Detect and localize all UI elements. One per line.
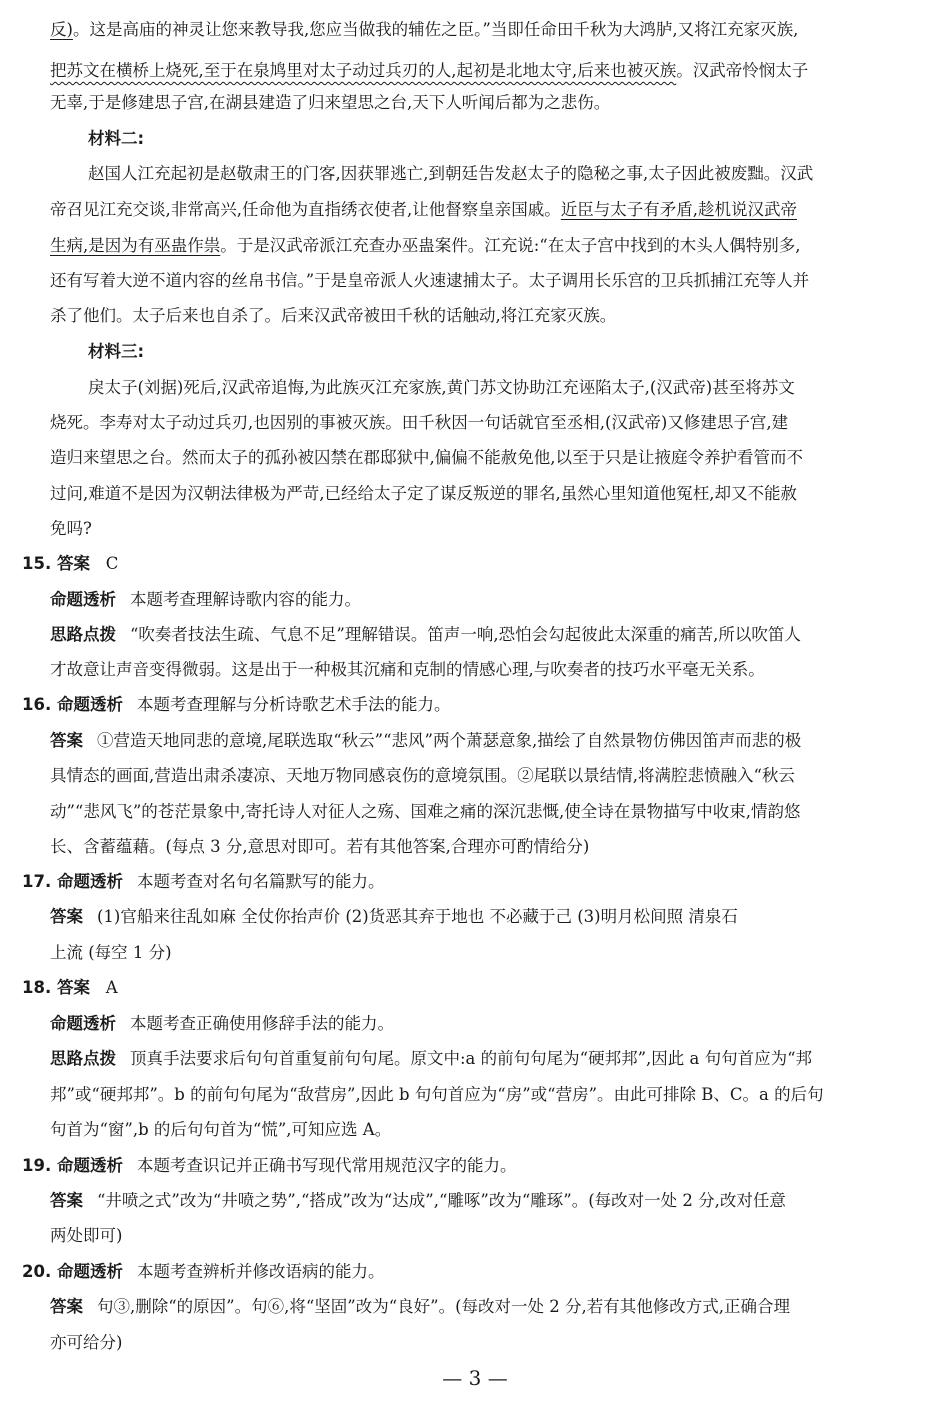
q18-tip-line2: 邦”或“硬邦邦”。b 的前句句尾为“敌营房”,因此 b 句句首应为“房”或“营房”。由此可排除 B、C。a 的后句 bbox=[50, 1085, 824, 1104]
material1-line3: 无辜,于是修建思子宫,在湖县建造了归来望思之台,天下人听闻后都为之悲伤。 bbox=[50, 93, 611, 112]
q16-answer-line4: 长、含蓄蕴藉。(每点 3 分,意思对即可。若有其他答案,合理亦可酌情给分) bbox=[50, 837, 590, 856]
q16-answer-line1: 答案 ①营造天地同悲的意境,尾联选取“秋云”“悲风”两个萧瑟意象,描绘了自然景物仿佛因笛声而悲的极 bbox=[50, 731, 802, 750]
material3-heading: 材料三: bbox=[88, 342, 145, 361]
q16-header: 16. 命题透析 本题考查理解与分析诗歌艺术手法的能力。 bbox=[22, 695, 451, 714]
q20-header: 20. 命题透析 本题考查辨析并修改语病的能力。 bbox=[22, 1262, 385, 1281]
q18-answer-row: 18. 答案 A bbox=[22, 978, 118, 997]
material2-line3: 生病,是因为有巫蛊作祟。于是汉武帝派江充查办巫蛊案件。江充说:“在太子宫中找到的木头人偶特别多, bbox=[50, 236, 801, 255]
q18-analysis: 命题透析 本题考查正确使用修辞手法的能力。 bbox=[50, 1014, 394, 1033]
q20-answer-line2: 亦可给分) bbox=[50, 1333, 123, 1352]
q15-answer-row: 15. 答案 C bbox=[22, 554, 119, 573]
q15-tip-line1: 思路点拨 “吹奏者技法生疏、气息不足”理解错误。笛声一响,恐怕会勾起彼此太深重的痛苦,所以吹笛人 bbox=[50, 625, 801, 644]
q17-answer-line2: 上流 (每空 1 分) bbox=[50, 943, 172, 962]
q19-answer-line2: 两处即可) bbox=[50, 1226, 123, 1245]
q15-tip-line2: 才故意让声音变得微弱。这是出于一种极其沉痛和克制的情感心理,与吹奏者的技巧水平毫无关系。 bbox=[50, 660, 765, 679]
q17-answer-line1: 答案 (1)官船来往乱如麻 全仗你抬声价 (2)货恶其弃于地也 不必藏于己 (3)明月松间照 清泉石 bbox=[50, 907, 738, 926]
material2-line2: 帝召见江充交谈,非常高兴,任命他为直指绣衣使者,让他督察皇亲国戚。近臣与太子有矛盾,趁机说汉武帝 bbox=[50, 200, 797, 219]
page-number: — 3 — bbox=[442, 1366, 508, 1390]
q18-tip-line1: 思路点拨 顶真手法要求后句句首重复前句句尾。原文中:a 的前句句尾为“硬邦邦”,因此 a 句句首应为“邦 bbox=[50, 1049, 813, 1068]
material3-line4: 过问,难道不是因为汉朝法律极为严苛,已经给太子定了谋反叛逆的罪名,虽然心里知道他冤枉,却又不能赦 bbox=[50, 484, 797, 503]
material2-heading: 材料二: bbox=[88, 129, 145, 148]
material2-line4: 还有写着大逆不道内容的丝帛书信。”于是皇帝派人火速逮捕太子。太子调用长乐宫的卫兵抓捕江充等人并 bbox=[50, 271, 810, 290]
q18-tip-line3: 句首为“窗”,b 的后句句首为“慌”,可知应选 A。 bbox=[50, 1120, 392, 1139]
q15-analysis: 命题透析 本题考查理解诗歌内容的能力。 bbox=[50, 590, 361, 609]
material3-line3: 造归来望思之台。然而太子的孤孙被囚禁在郡邸狱中,偏偏不能赦免他,以至于只是让掖庭令养护看管而不 bbox=[50, 448, 803, 467]
q19-answer-line1: 答案 “井喷之式”改为“井喷之势”,“搭成”改为“达成”,“雕啄”改为“雕琢”。(每改对一处 2 分,改对任意 bbox=[50, 1191, 786, 1210]
material2-line5: 杀了他们。太子后来也自杀了。后来汉武帝被田千秋的话触动,将江充家灭族。 bbox=[50, 306, 617, 325]
material3-line5: 免吗? bbox=[50, 519, 92, 538]
material3-line1: 戾太子(刘据)死后,汉武帝追悔,为此族灭江充家族,黄门苏文协助江充诬陷太子,(汉武帝)甚至将苏文 bbox=[88, 378, 795, 397]
material1-line2: 把苏文在横桥上烧死,至于在泉鸠里对太子动过兵刃的人,起初是北地太守,后来也被灭族。汉武帝怜悯太子 bbox=[50, 61, 809, 80]
material1-line1: 反)。这是高庙的神灵让您来教导我,您应当做我的辅佐之臣。”当即任命田千秋为大鸿胪,又将江充家灭族, bbox=[50, 20, 799, 39]
q16-answer-line3: 动”“悲风飞”的苍茫景象中,寄托诗人对征人之殇、国难之痛的深沉悲慨,使全诗在景物描写中收束,情韵悠 bbox=[50, 802, 801, 821]
material2-line1: 赵国人江充起初是赵敬肃王的门客,因获罪逃亡,到朝廷告发赵太子的隐秘之事,太子因此被废黜。汉武 bbox=[88, 164, 814, 183]
q19-header: 19. 命题透析 本题考查识记并正确书写现代常用规范汉字的能力。 bbox=[22, 1156, 517, 1175]
q16-answer-line2: 具情态的画面,营造出肃杀凄凉、天地万物同感哀伤的意境氛围。②尾联以景结情,将满腔悲愤融入“秋云 bbox=[50, 766, 795, 785]
q20-answer-line1: 答案 句③,删除“的原因”。句⑥,将“坚固”改为“良好”。(每改对一处 2 分,若有其他修改方式,正确合理 bbox=[50, 1297, 791, 1316]
material3-line2: 烧死。李寿对太子动过兵刃,也因别的事被灭族。田千秋因一句话就官至丞相,(汉武帝)又修建思子宫,建 bbox=[50, 413, 789, 432]
q17-header: 17. 命题透析 本题考查对名句名篇默写的能力。 bbox=[22, 872, 385, 891]
